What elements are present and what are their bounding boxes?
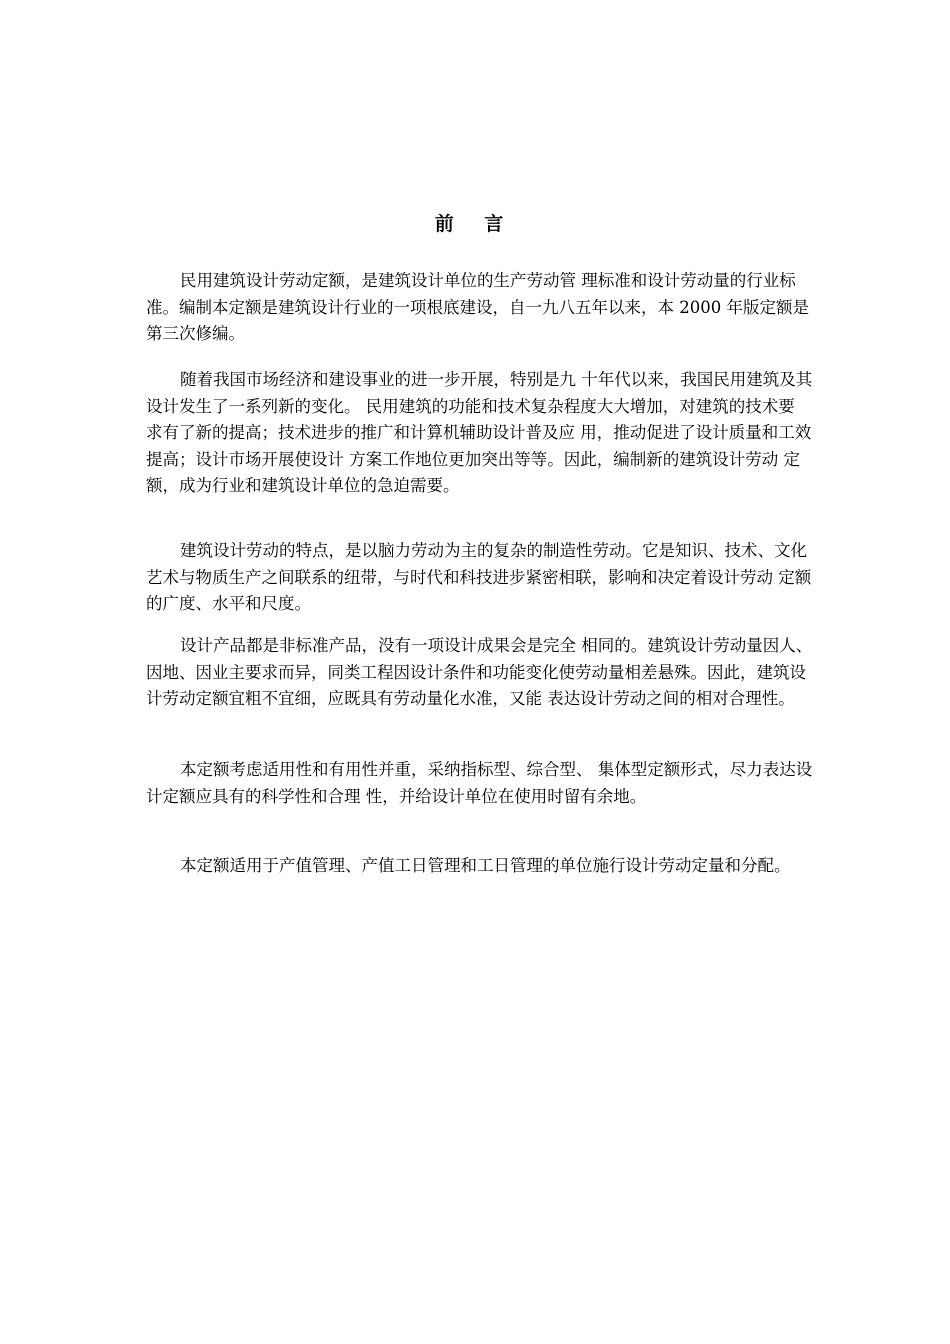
page-title: 前 言 — [434, 213, 516, 235]
paragraph-2: 随着我国市场经济和建设事业的进一步开展，特别是九 十年代以来，我国民用建筑及其设计发生了一系列新的变化。 民用建筑的功能和技术复杂程度大大增加，对建筑的技术要 求有了新的提高；技术进步的推广和计算机辅助设计普及应 用，推动促进了设计质量和工效提高；设计市场开展使设计 方案工作地位更加突出等等。因此，编制新的建筑设计劳动 定额，成为行业和建筑设计单位的急迫需要。 — [146, 370, 813, 495]
paragraph-3: 建筑设计劳动的特点，是以脑力劳动为主的复杂的制造性劳动。它是知识、技术、文化艺术与物质生产之间联系的纽带，与时代和科技进步紧密相联，影响和决定着设计劳动 定额的广度、水平和尺度。 — [146, 541, 812, 613]
paragraph-5: 本定额考虑适用性和有用性并重，采纳指标型、综合型、 集体型定额形式，尽力表达设计定额应具有的科学性和合理 性，并给设计单位在使用时留有余地。 — [146, 760, 813, 806]
paragraph-6: 本定额适用于产值管理、产值工日管理和工日管理的单位施行设计劳动定量和分配。 — [180, 856, 791, 875]
paragraph-1: 民用建筑设计劳动定额，是建筑设计单位的生产劳动管 理标准和设计劳动量的行业标准。编制本定额是建筑设计行业的一项根底建设，自一九八五年以来，本 2000 年版定额是 第三次修编。 — [146, 271, 809, 343]
paragraph-4: 设计产品都是非标准产品，没有一项设计成果会是完全 相同的。建筑设计劳动量因人、因地、因业主要求而异，同类工程因设计条件和功能变化使劳动量相差悬殊。因此，建筑设计劳动定额宜粗不宜细，应既具有劳动量化水准，又能 表达设计劳动之间的相对合理性。 — [146, 636, 813, 708]
